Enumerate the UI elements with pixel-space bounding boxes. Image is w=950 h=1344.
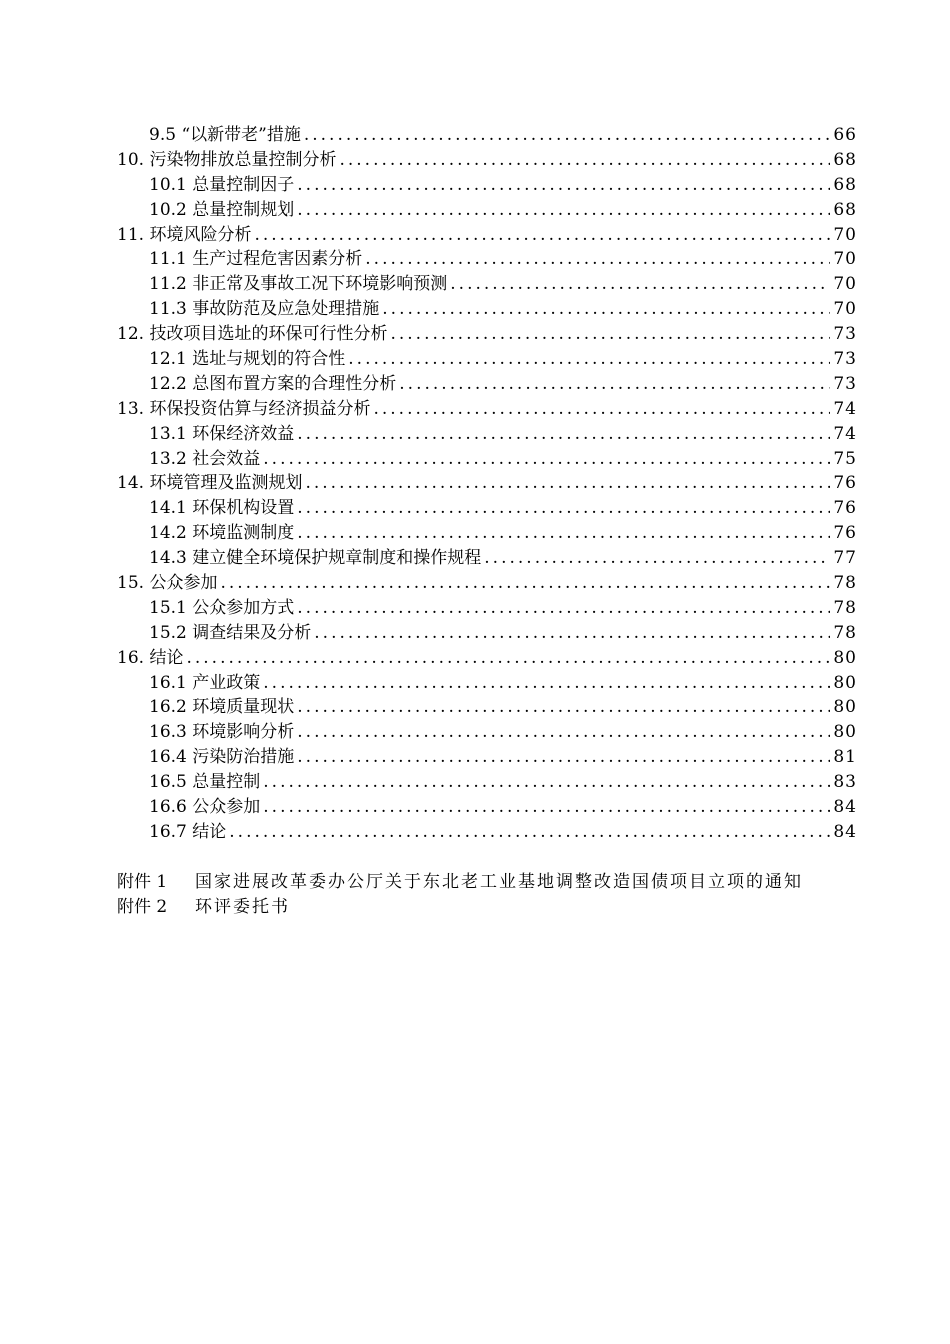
toc-entry-page: 66 (833, 125, 857, 145)
toc-entry-label: 12.1 选址与规划的符合性 (149, 349, 346, 370)
toc-leader-dots (220, 571, 830, 596)
toc-entry[interactable] (117, 496, 857, 521)
toc-entry[interactable] (117, 272, 857, 297)
toc-entry-page: 73 (833, 373, 857, 394)
toc-entry-page: 80 (833, 672, 857, 693)
toc-entry-label: 12.2 总图布置方案的合理性分析 (149, 373, 397, 394)
toc-leader-dots (305, 471, 830, 496)
toc-entry-label: 11. 环境风险分析 (117, 224, 252, 245)
toc-entry[interactable] (117, 447, 857, 472)
toc-leader-dots (254, 223, 830, 248)
toc-entry[interactable] (117, 720, 857, 745)
toc-entry[interactable] (117, 173, 857, 198)
toc-leader-dots (450, 272, 830, 297)
toc-entry[interactable] (117, 247, 857, 272)
toc-entry-page: 68 (833, 149, 857, 170)
toc-entry[interactable] (117, 795, 857, 820)
toc-entry-page: 80 (833, 647, 857, 668)
toc-entry-page: 76 (833, 498, 857, 519)
toc-entry-page: 68 (833, 199, 857, 220)
toc-entry[interactable] (117, 322, 857, 347)
toc-entry-page: 73 (833, 349, 857, 370)
toc-leader-dots (297, 720, 830, 745)
toc-entry[interactable] (117, 770, 857, 795)
toc-entry[interactable] (117, 820, 857, 845)
toc-entry-page: 68 (833, 174, 857, 195)
toc-entry-label: 13. 环保投资估算与经济损益分析 (117, 398, 371, 419)
toc-entry-label: 16.5 总量控制 (149, 772, 261, 793)
toc-entry[interactable] (117, 745, 857, 770)
toc-entry-page: 75 (833, 448, 857, 469)
toc-entry-label: 16.4 污染防治措施 (149, 747, 295, 768)
toc-leader-dots (263, 770, 830, 795)
toc-entry[interactable] (117, 695, 857, 720)
toc-entry-label: 10. 污染物排放总量控制分析 (117, 149, 337, 170)
attachment-label: 附件 2 (117, 896, 168, 917)
toc-leader-dots (399, 372, 830, 397)
toc-leader-dots (304, 123, 831, 148)
attachment-item-2 (117, 895, 862, 920)
toc-leader-dots (348, 347, 830, 372)
toc-entry-label: 16.3 环境影响分析 (149, 722, 295, 743)
toc-entry-label: 16.7 结论 (149, 821, 227, 842)
toc-leader-dots (390, 322, 830, 347)
toc-leader-dots (484, 546, 830, 571)
toc-entry[interactable] (117, 596, 857, 621)
toc-entry-label: 15.2 调查结果及分析 (149, 622, 312, 643)
toc-entry-label: 11.1 生产过程危害因素分析 (149, 249, 363, 270)
toc-leader-dots (314, 621, 830, 646)
toc-entry[interactable] (117, 123, 857, 148)
toc-leader-dots (263, 795, 830, 820)
toc-entry-page: 74 (833, 398, 857, 419)
toc-leader-dots (297, 521, 830, 546)
toc-entry-label: 14.1 环保机构设置 (149, 498, 295, 519)
attachment-label: 附件 1 (117, 872, 168, 892)
toc-entry[interactable] (117, 297, 857, 322)
toc-entry-label: 11.3 事故防范及应急处理措施 (149, 299, 380, 320)
toc-entry[interactable] (117, 397, 857, 422)
toc-entry-page: 70 (833, 249, 857, 270)
toc-entry-page: 70 (833, 274, 857, 295)
attachments-list (117, 870, 862, 919)
toc-entry[interactable] (117, 671, 857, 696)
toc-entry-page: 73 (833, 324, 857, 345)
toc-leader-dots (297, 596, 830, 621)
toc-entry-label: 13.1 环保经济效益 (149, 423, 295, 444)
toc-entry-page: 84 (833, 821, 857, 842)
toc-entry[interactable] (117, 372, 857, 397)
toc-entry-page: 78 (833, 622, 857, 643)
toc-leader-dots (297, 496, 830, 521)
toc-entry-label: 15.1 公众参加方式 (149, 597, 295, 618)
toc-leader-dots (297, 422, 830, 447)
toc-entry-label: 9.5 “以新带老”措施 (149, 125, 301, 145)
toc-entry-label: 14.2 环境监测制度 (149, 523, 295, 544)
toc-leader-dots (297, 198, 830, 223)
toc-entry[interactable] (117, 347, 857, 372)
toc-entry[interactable] (117, 198, 857, 223)
toc-entry-page: 77 (833, 548, 857, 569)
toc-entry-page: 80 (833, 697, 857, 718)
toc-leader-dots (297, 173, 830, 198)
toc-entry-label: 14.3 建立健全环境保护规章制度和操作规程 (149, 548, 482, 569)
toc-entry[interactable] (117, 148, 857, 173)
toc-entry-label: 16. 结论 (117, 647, 184, 668)
toc-entry-label: 13.2 社会效益 (149, 448, 261, 469)
toc-entry-page: 70 (833, 299, 857, 320)
toc-entry-label: 12. 技改项目选址的环保可行性分析 (117, 324, 388, 345)
toc-entry[interactable] (117, 422, 857, 447)
toc-entry[interactable] (117, 521, 857, 546)
toc-leader-dots (339, 148, 830, 173)
toc-entry-page: 78 (833, 573, 857, 594)
toc-entry-label: 10.1 总量控制因子 (149, 174, 295, 195)
toc-entry-page: 78 (833, 597, 857, 618)
toc-entry[interactable] (117, 223, 857, 248)
toc-entry-page: 70 (833, 224, 857, 245)
toc-entry-label: 11.2 非正常及事故工况下环境影响预测 (149, 274, 448, 295)
toc-leader-dots (263, 671, 830, 696)
attachment-text: 国家进展改革委办公厅关于东北老工业基地调整改造国债项目立项的通知 (195, 872, 803, 892)
toc-entry-page: 81 (833, 747, 857, 768)
toc-entry-page: 76 (833, 523, 857, 544)
toc-entry[interactable] (117, 646, 857, 671)
toc-entry-page: 74 (833, 423, 857, 444)
toc-leader-dots (263, 447, 830, 472)
toc-leader-dots (373, 397, 830, 422)
toc-entry-page: 84 (833, 797, 857, 818)
table-of-contents (117, 123, 857, 845)
toc-entry-label: 16.6 公众参加 (149, 797, 261, 818)
attachment-item-1 (117, 870, 862, 895)
toc-entry[interactable] (117, 546, 857, 571)
attachment-text: 环评委托书 (195, 896, 290, 917)
toc-leader-dots (229, 820, 830, 845)
toc-entry-label: 15. 公众参加 (117, 573, 218, 594)
toc-entry[interactable] (117, 621, 857, 646)
toc-leader-dots (382, 297, 830, 322)
toc-entry-label: 10.2 总量控制规划 (149, 199, 295, 220)
toc-leader-dots (186, 646, 830, 671)
toc-entry-page: 76 (833, 473, 857, 494)
toc-entry-label: 14. 环境管理及监测规划 (117, 473, 303, 494)
toc-entry-page: 83 (833, 772, 857, 793)
toc-leader-dots (365, 247, 830, 272)
toc-leader-dots (297, 745, 830, 770)
toc-entry-label: 16.2 环境质量现状 (149, 697, 295, 718)
toc-entry-page: 80 (833, 722, 857, 743)
toc-entry[interactable] (117, 471, 857, 496)
toc-entry-label: 16.1 产业政策 (149, 672, 261, 693)
toc-leader-dots (297, 695, 830, 720)
toc-entry[interactable] (117, 571, 857, 596)
